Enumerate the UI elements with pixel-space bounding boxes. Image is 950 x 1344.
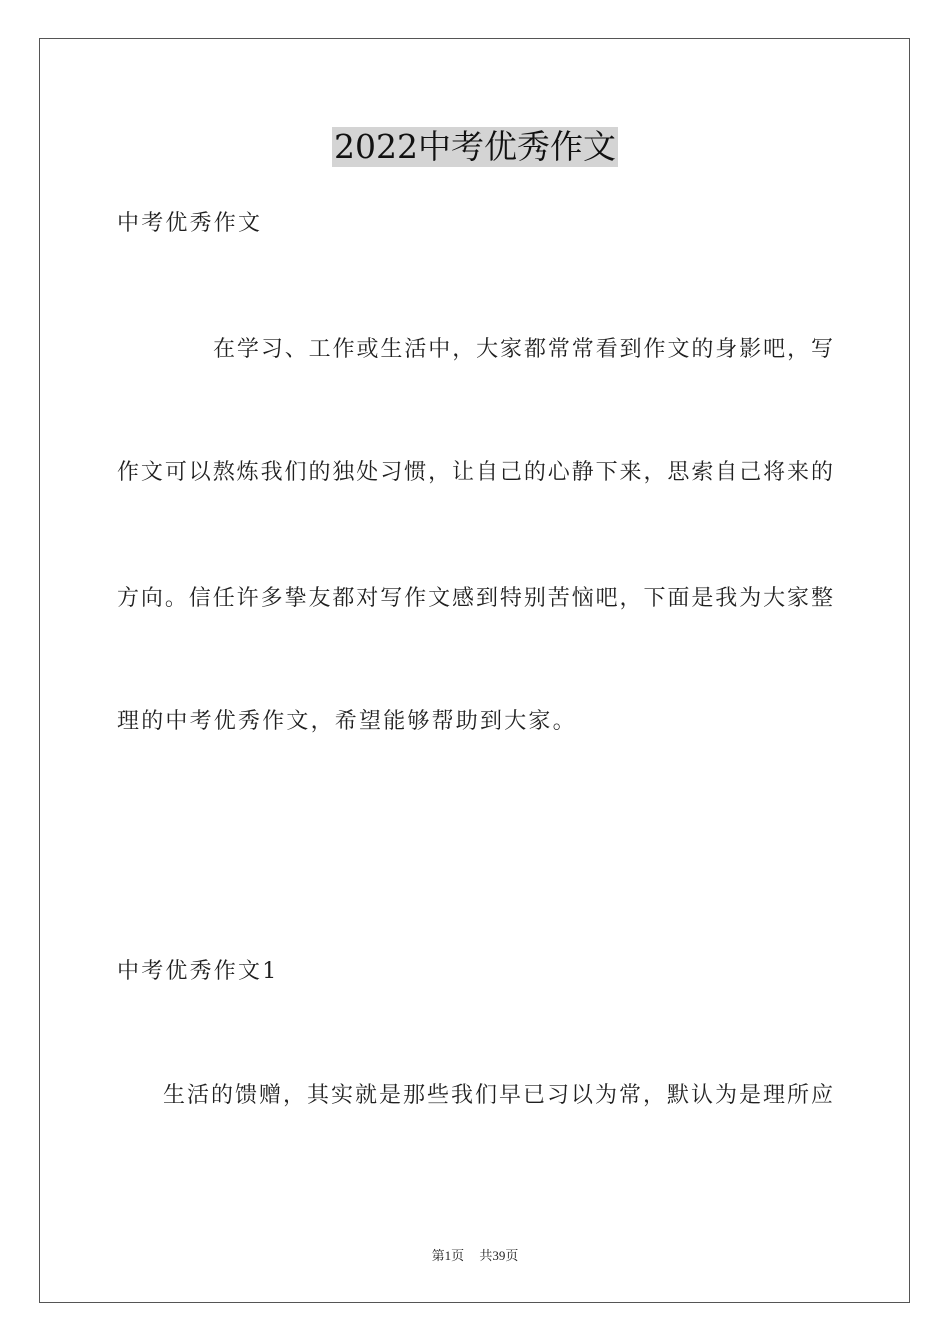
intro-line-1: 在学习、工作或生活中，大家都常常看到作文的身影吧，写 [213,337,833,362]
section-line-1: 生活的馈赠，其实就是那些我们早已习以为常，默认为是理所应 [163,1083,833,1108]
title-container [0,127,950,167]
section-heading: 中考优秀作文1 [117,959,279,984]
intro-line-3: 方向。信任许多挚友都对写作文感到特别苦恼吧，下面是我为大家整 [117,586,833,611]
document-title: 2022中考优秀作文 [334,127,616,166]
document-subtitle: 中考优秀作文 [117,211,263,236]
intro-line-4: 理的中考优秀作文，希望能够帮助到大家。 [117,709,577,734]
intro-line-2: 作文可以熬炼我们的独处习惯，让自己的心静下来，思索自己将来的 [117,460,833,485]
page-number: 第1页 [431,1248,465,1263]
page-footer [0,1247,950,1265]
page-total: 共39页 [479,1248,519,1263]
